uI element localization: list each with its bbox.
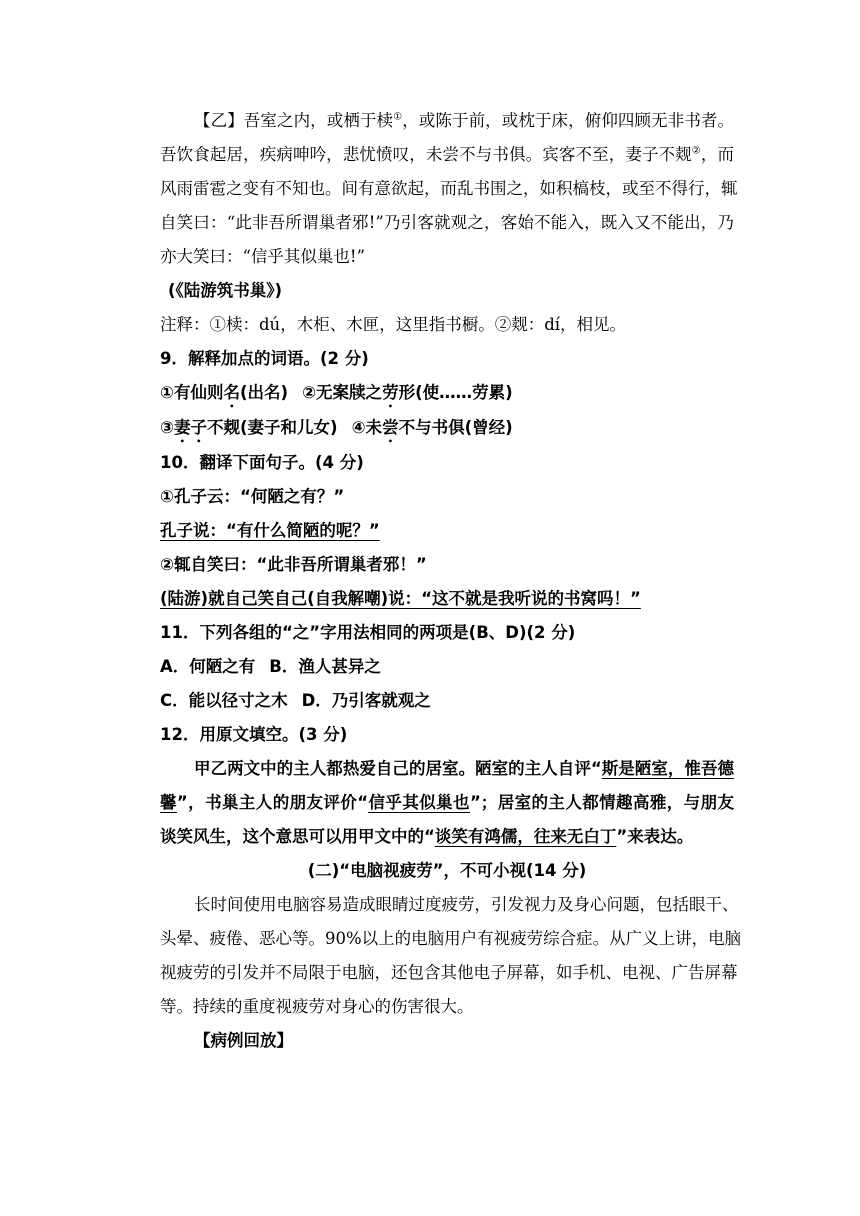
q10-title: 10．翻译下面句子。(4 分) [160,453,364,472]
q11-options-row-1 [160,650,734,684]
q9-answers-row-1: ①有仙则名(出名) ②无案牍之劳形(使……劳累) [160,383,513,402]
q10-sentence-1: ①孔子云：“何陋之有？” [160,487,345,506]
q9-title: 9．解释加点的词语。(2 分) [160,349,369,368]
q10-answer-1: 孔子说：“有什么简陋的呢？” [160,521,380,540]
passage-yi-line-4: 自笑曰：“此非吾所谓巢者邪!”乃引客就观之，客始不能入，既入又不能出，乃 [160,213,734,232]
section-2-para-line-1: 长时间使用电脑容易造成眼睛过度疲劳，引发视力及身心问题，包括眼干、 [194,895,739,914]
q12-line-2: 馨”，书巢主人的朋友评价“信乎其似巢也”；居室的主人都情趣高雅，与朋友 [160,793,734,812]
note-marker-1: ① [393,111,403,123]
q12-line-1: 甲乙两文中的主人都热爱自己的居室。陋室的主人自评“斯是陋室，惟吾德 [194,759,734,778]
section-2-para-line-2: 头晕、疲倦、恶心等。90%以上的电脑用户有视疲劳综合症。从广义上讲，电脑 [160,929,742,948]
q11-option-b: B．渔人甚异之 [269,657,381,676]
note-marker-2: ② [691,145,701,157]
q11-options-row-2 [160,684,734,718]
q9-answers-row-2: ③妻子不觌(妻子和儿女) ④未尝不与书俱(曾经) [160,418,513,437]
q11-option-c: C．能以径寸之木 [160,691,288,710]
passage-notes: 注释：①椟：dú，木柜、木匣，这里指书橱。②觌：dí，相见。 [160,315,627,334]
section-2-para-line-4: 等。持续的重度视疲劳对身心的伤害很大。 [160,997,474,1016]
passage-yi-line-1: 【乙】吾室之内，或栖于椟①，或陈于前，或枕于床，俯仰四顾无非书者。 [194,111,735,130]
q12-title: 12．用原文填空。(3 分) [160,725,348,744]
passage-yi-line-5: 亦大笑曰：“信乎其似巢也!” [160,247,366,266]
case-review-heading: 【病例回放】 [194,1031,293,1050]
q11-option-a: A．何陋之有 [160,657,256,676]
passage-source: (《陆游筑书巢》) [168,281,283,300]
document-page [160,104,742,1058]
q10-sentence-2: ②辄自笑曰：“此非吾所谓巢者邪！” [160,555,427,574]
q11-option-d: D．乃引客就观之 [301,691,431,710]
passage-yi-line-3: 风雨雷雹之变有不知也。间有意欲起，而乱书围之，如积槁枝，或至不得行，辄 [160,179,738,198]
q11-title: 11．下列各组的“之”字用法相同的两项是(B、D)(2 分) [160,623,576,642]
passage-yi-line-2: 吾饮食起居，疾病呻吟，悲忧愤叹，未尝不与书俱。宾客不至，妻子不觌②，而 [160,145,735,164]
q10-answer-2: (陆游)就自己笑自己(自我解嘲)说：“这不就是我听说的书窝吗！” [160,589,641,608]
section-2-heading: (二)“电脑视疲劳”，不可小视(14 分) [307,861,587,880]
q12-line-3: 谈笑风生，这个意思可以用甲文中的“谈笑有鸿儒，往来无白丁”来表达。 [160,827,694,846]
section-2-para-line-3: 视疲劳的引发并不局限于电脑，还包含其他电子屏幕，如手机、电视、广告屏幕 [160,963,738,982]
